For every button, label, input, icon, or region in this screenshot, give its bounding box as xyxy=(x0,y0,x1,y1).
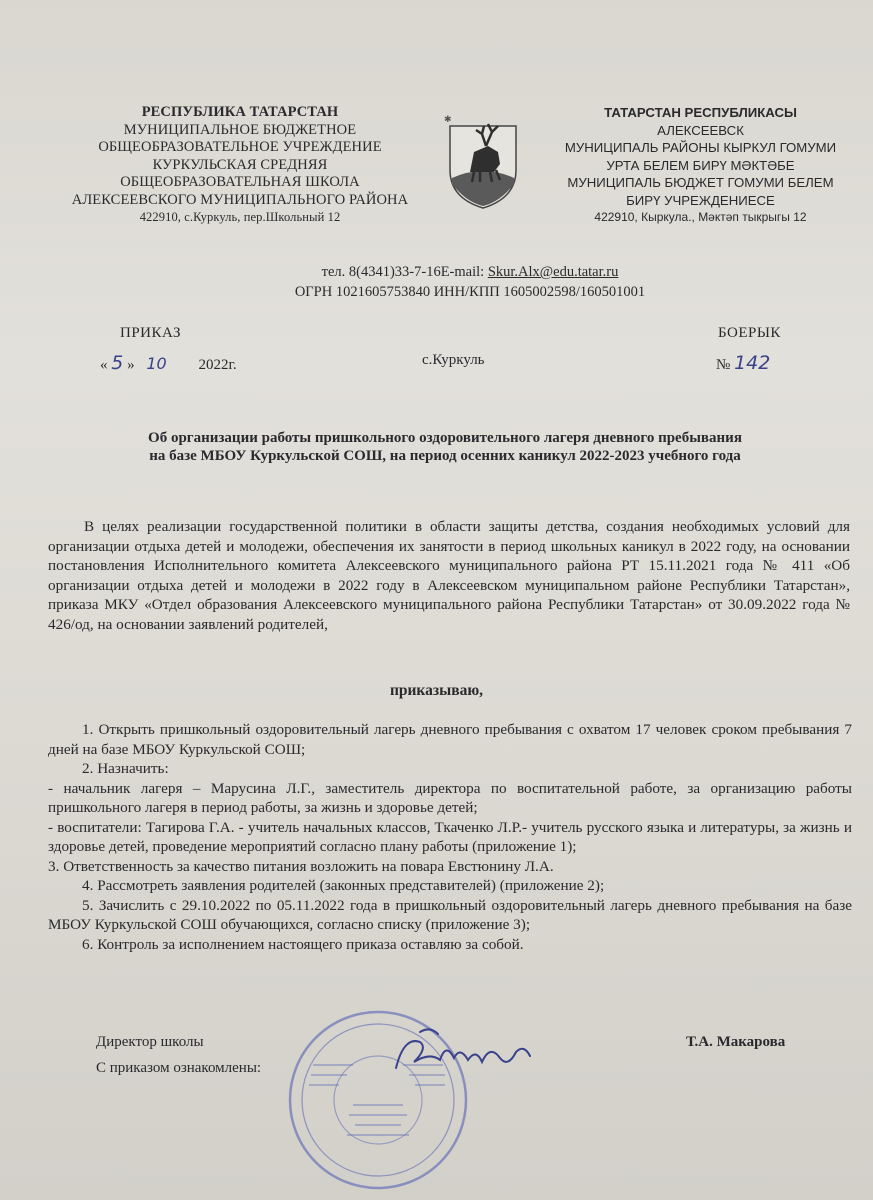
header-left-line: МУНИЦИПАЛЬНОЕ БЮДЖЕТНОЕ xyxy=(123,121,357,138)
order-verb: приказываю, xyxy=(389,682,484,699)
order-year: 2022г. xyxy=(198,357,237,373)
order-items xyxy=(48,720,852,954)
header-left-line: ОБЩЕОБРАЗОВАТЕЛЬНОЕ УЧРЕЖДЕНИЕ xyxy=(98,139,382,155)
director-signature xyxy=(390,1022,540,1092)
svg-text:✱: ✱ xyxy=(444,115,452,125)
header-right-line: БИРҮ УЧРЕЖДЕНИЕСЕ xyxy=(626,192,775,208)
email-link[interactable]: Skur.Alx@edu.tatar.ru xyxy=(487,264,619,280)
director-position: Директор школы xyxy=(96,1034,204,1050)
order-item: 2. Назначить: xyxy=(82,760,169,777)
title-line: на базе МБОУ Куркульской СОШ, на период осенних каникул 2022-2023 учебного года xyxy=(149,448,741,464)
header-left-line: АЛЕКСЕЕВСКОГО МУНИЦИПАЛЬНОГО РАЙОНА xyxy=(71,191,409,208)
header-right-tatar xyxy=(528,104,873,227)
header-left-address: 422910, с.Куркуль, пер.Школьный 12 xyxy=(139,210,341,224)
order-item: 1. Открыть пришкольный оздоровительный лагерь дневного пребывания с охватом 17 человек сроком пребывания 7 дней на базе МБОУ Куркульской СОШ; xyxy=(48,721,852,758)
order-item: 3. Ответственность за качество питания возложить на повара Евстюнину Л.А. xyxy=(48,857,554,875)
header-right-line: МУНИЦИПАЛЬ БЮДЖЕТ ГОМУМИ БЕЛЕМ xyxy=(567,175,834,190)
header-left-russian xyxy=(40,104,440,227)
preamble-paragraph: В целях реализации государственной политики в области защиты детства, создания необходимых условий для организации отдыха детей и молодежи, обеспечения их занятости в период школьных каникул в 2022 году, на основании постановления Исполнительного комитета Алексеевского муниципального района РТ 15.11.2021 года № 411 «Об организации отдыха детей и молодежи в 2022 году в Алексеевском муниципальном районе Республики Татарстан», приказа МКУ «Отдел образования Алексеевского муниципального района Республики Татарстан» от 30.09.2022 года № 426/од, на основании заявлений родителей, xyxy=(48,518,850,633)
order-item: 5. Зачислить с 29.10.2022 по 05.11.2022 года в пришкольный оздоровительный лагерь дневного пребывания на базе МБОУ Куркульской СОШ обучающихся, согласно списку (приложение 3); xyxy=(48,896,852,933)
order-subitem: - начальник лагеря – Марусина Л.Г., заместитель директора по воспитательной работе, за организацию работы пришкольного лагеря в период работы, за жизнь и здоровье детей; xyxy=(48,779,852,816)
handwritten-day: 5 xyxy=(111,352,124,374)
quote-close: » xyxy=(127,357,135,373)
order-item: 4. Рассмотреть заявления родителей (законных представителей) (приложение 2); xyxy=(82,877,605,894)
order-number xyxy=(716,352,770,374)
header-right-republic: ТАТАРСТАН РЕСПУБЛИКАСЫ xyxy=(604,105,797,120)
order-label-tatar: БОЕРЫК xyxy=(718,325,781,341)
quote-open: « xyxy=(100,357,108,373)
registration-ids: ОГРН 1021605753840 ИНН/КПП 1605002598/160501001 xyxy=(294,284,646,300)
handwritten-month: 10 xyxy=(146,354,167,373)
header-right-address: 422910, Кыркула., Мәктәп тыкрыгы 12 xyxy=(594,210,807,224)
header-right-line: МУНИЦИПАЛЬ РАЙОНЫ КЫРКУЛ ГОМУМИ xyxy=(564,140,837,155)
coat-of-arms-icon xyxy=(440,112,526,212)
contact-block xyxy=(180,262,760,302)
order-title xyxy=(40,429,850,465)
order-subitem: - воспитатели: Тагирова Г.А. - учитель начальных классов, Ткаченко Л.Р.- учитель русского языка и литературы, за жизнь и здоровье детей, проведение мероприятий согласно плану работы (приложение 1); xyxy=(48,818,852,855)
header-left-line: ОБЩЕОБРАЗОВАТЕЛЬНАЯ ШКОЛА xyxy=(120,174,360,190)
contact-phone-email xyxy=(180,262,760,282)
number-sign: № xyxy=(716,357,731,373)
director-name: Т.А. Макарова xyxy=(686,1034,786,1050)
order-date xyxy=(100,352,237,374)
header-left-line: КУРКУЛЬСКАЯ СРЕДНЯЯ xyxy=(152,156,328,173)
header-left-republic: РЕСПУБЛИКА ТАТАРСТАН xyxy=(141,104,339,120)
order-place: с.Куркуль xyxy=(422,352,485,368)
handwritten-number: 142 xyxy=(734,352,771,374)
header-right-line: УРТА БЕЛЕМ БИРҮ МӘКТӘБЕ xyxy=(606,157,795,173)
phone-label: тел. 8(4341)33-7-16E-mail: xyxy=(321,264,488,280)
header-right-line: АЛЕКСЕЕВСК xyxy=(657,122,744,138)
acquainted-label: С приказом ознакомлены: xyxy=(96,1060,262,1076)
order-item: 6. Контроль за исполнением настоящего приказа оставляю за собой. xyxy=(82,935,524,953)
title-line: Об организации работы пришкольного оздоровительного лагеря дневного пребывания xyxy=(148,430,742,446)
order-label-russian: ПРИКАЗ xyxy=(120,325,181,341)
